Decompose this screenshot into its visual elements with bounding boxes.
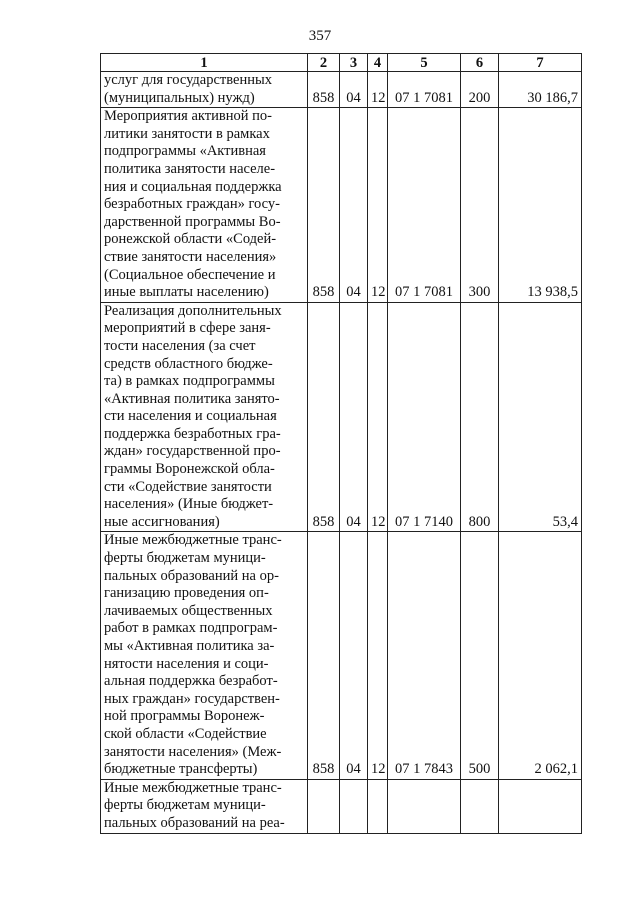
row-grbs-code: 858 xyxy=(308,302,340,532)
row-subsection-code xyxy=(368,779,388,833)
row-amount: 2 062,1 xyxy=(499,532,582,779)
row-amount: 13 938,5 xyxy=(499,108,582,303)
table-row xyxy=(101,302,582,532)
row-description: Реализация дополнительных мероприятий в сфере заня- тости населения (за счет средств областного бюдже- та) в рамках подпрограммы «Активная политика занято- сти населения и социальная поддержка безработных гра- ждан» государственной про- граммы Воронежской обла- сти «Содействие занятости населения» (Иные бюджет- ные ассигнования) xyxy=(101,302,308,532)
budget-table xyxy=(100,53,582,834)
row-expense-type-code: 800 xyxy=(461,302,499,532)
row-grbs-code: 858 xyxy=(308,72,340,108)
row-description: услуг для государственных (муниципальных) нужд) xyxy=(101,72,308,108)
row-section-code: 04 xyxy=(340,72,368,108)
row-grbs-code xyxy=(308,779,340,833)
column-header-5: 5 xyxy=(388,54,461,72)
row-subsection-code: 12 xyxy=(368,72,388,108)
row-subsection-code: 12 xyxy=(368,302,388,532)
row-description: Иные межбюджетные транс- ферты бюджетам муници- пальных образований на ор- ганизацию проведения оп- лачиваемых общественных работ в рамках подпрограм- мы «Активная политика за- нятости населения и соци- альная поддержка безработ- ных граждан» государствен- ной программы Воронеж- ской области «Содействие занятости населения» (Меж- бюджетные трансферты) xyxy=(101,532,308,779)
row-target-article-code: 07 1 7140 xyxy=(388,302,461,532)
table-row xyxy=(101,532,582,779)
row-grbs-code: 858 xyxy=(308,108,340,303)
row-subsection-code: 12 xyxy=(368,108,388,303)
table-row xyxy=(101,108,582,303)
row-description: Иные межбюджетные транс- ферты бюджетам муници- пальных образований на реа- xyxy=(101,779,308,833)
row-section-code xyxy=(340,779,368,833)
column-header-1: 1 xyxy=(101,54,308,72)
row-target-article-code: 07 1 7081 xyxy=(388,72,461,108)
table-row xyxy=(101,779,582,833)
row-target-article-code: 07 1 7081 xyxy=(388,108,461,303)
column-header-7: 7 xyxy=(499,54,582,72)
row-target-article-code xyxy=(388,779,461,833)
row-grbs-code: 858 xyxy=(308,532,340,779)
table-header-row xyxy=(101,54,582,72)
column-header-6: 6 xyxy=(461,54,499,72)
row-amount: 30 186,7 xyxy=(499,72,582,108)
row-expense-type-code: 500 xyxy=(461,532,499,779)
column-header-3: 3 xyxy=(340,54,368,72)
row-target-article-code: 07 1 7843 xyxy=(388,532,461,779)
column-header-2: 2 xyxy=(308,54,340,72)
row-expense-type-code xyxy=(461,779,499,833)
row-amount xyxy=(499,779,582,833)
row-amount: 53,4 xyxy=(499,302,582,532)
page-number: 357 xyxy=(308,28,332,44)
row-section-code: 04 xyxy=(340,302,368,532)
row-description: Мероприятия активной по- литики занятости в рамках подпрограммы «Активная политика занятости населе- ния и социальная поддержка безработных граждан» госу- дарственной программы Во- ронежской области «Содей- ствие занятости населения» (Социальное обеспечение и иные выплаты населению) xyxy=(101,108,308,303)
row-expense-type-code: 300 xyxy=(461,108,499,303)
table-row xyxy=(101,72,582,108)
row-expense-type-code: 200 xyxy=(461,72,499,108)
row-subsection-code: 12 xyxy=(368,532,388,779)
row-section-code: 04 xyxy=(340,532,368,779)
column-header-4: 4 xyxy=(368,54,388,72)
row-section-code: 04 xyxy=(340,108,368,303)
